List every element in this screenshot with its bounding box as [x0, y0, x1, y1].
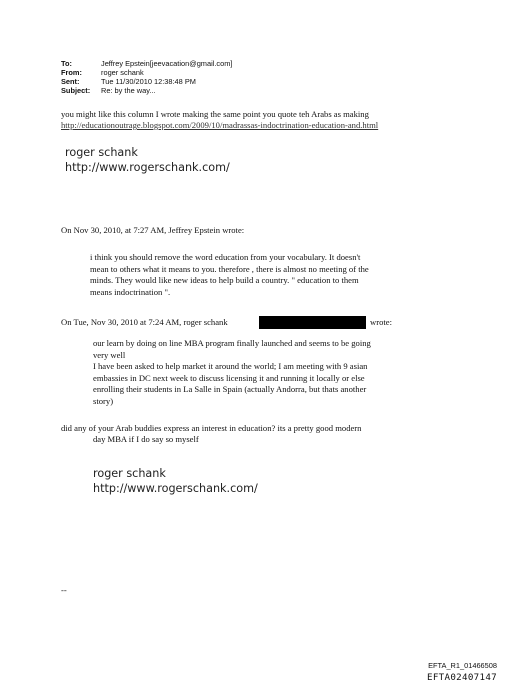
email-header	[61, 59, 321, 99]
signature-name: roger schank	[93, 467, 166, 480]
signature-website-link[interactable]: http://www.rogerschank.com/	[65, 161, 230, 174]
from-value: roger schank	[101, 68, 144, 77]
followup-line-1: did any of your Arab buddies express an interest in education? its a pretty good modern	[61, 423, 362, 433]
quote2-line: very well	[93, 349, 126, 360]
subject-value: Re: by the way...	[101, 86, 156, 95]
quote2-attribution-suffix: wrote:	[370, 317, 392, 327]
quote1-line: minds. They would like new ideas to help build a country. " education to them	[90, 275, 359, 285]
to-label: To:	[61, 59, 72, 68]
sent-value: Tue 11/30/2010 12:38:48 PM	[101, 77, 196, 86]
quote1-attribution: On Nov 30, 2010, at 7:27 AM, Jeffrey Epstein wrote:	[61, 225, 245, 235]
redaction-box	[259, 316, 366, 329]
signature-website-link[interactable]: http://www.rogerschank.com/	[93, 482, 258, 495]
email-intro-text: you might like this column I wrote making the same point you quote teh Arabs as making	[61, 109, 369, 119]
quote2-line: enrolling their students in La Salle in Spain (actually Andorra, but thats another	[93, 384, 367, 394]
signature-name: roger schank	[65, 146, 138, 159]
quote2-line: story)	[93, 395, 114, 406]
quote1-line: mean to others what it means to you. therefore , there is almost no meeting of the	[90, 263, 369, 274]
subject-label: Subject:	[61, 86, 91, 95]
document-id-primary: EFTA_R1_01466508	[428, 661, 497, 670]
quote1-body	[90, 252, 369, 298]
quote2-attribution-prefix: On Tue, Nov 30, 2010 at 7:24 AM, roger schank	[61, 317, 228, 327]
quote2-line: embassies in DC next week to discuss licensing it and running it locally or else	[93, 372, 365, 383]
from-label: From:	[61, 68, 82, 77]
quote1-line: means indoctrination ".	[90, 286, 171, 297]
signature-separator: --	[61, 585, 67, 595]
from-row	[61, 68, 321, 77]
followup-line-2: day MBA if I do say so myself	[93, 434, 199, 444]
to-row	[61, 59, 321, 68]
document-id-secondary: EFTA02407147	[427, 672, 497, 683]
quote2-line: our learn by doing on line MBA program finally launched and seems to be going	[93, 338, 371, 348]
subject-row	[61, 86, 321, 95]
sent-row	[61, 77, 321, 86]
column-link[interactable]: http://educationoutrage.blogspot.com/2009/10/madrassas-indoctrination-education-and.html	[61, 120, 379, 130]
quote2-line: I have been asked to help market it around the world; I am meeting with 9 asian	[93, 361, 368, 371]
to-value: Jeffrey Epstein[jeevacation@gmail.com]	[101, 59, 233, 68]
quote1-line: i think you should remove the word education from your vocabulary. It doesn't	[90, 252, 361, 262]
sent-label: Sent:	[61, 77, 80, 86]
quote2-body	[93, 338, 371, 407]
